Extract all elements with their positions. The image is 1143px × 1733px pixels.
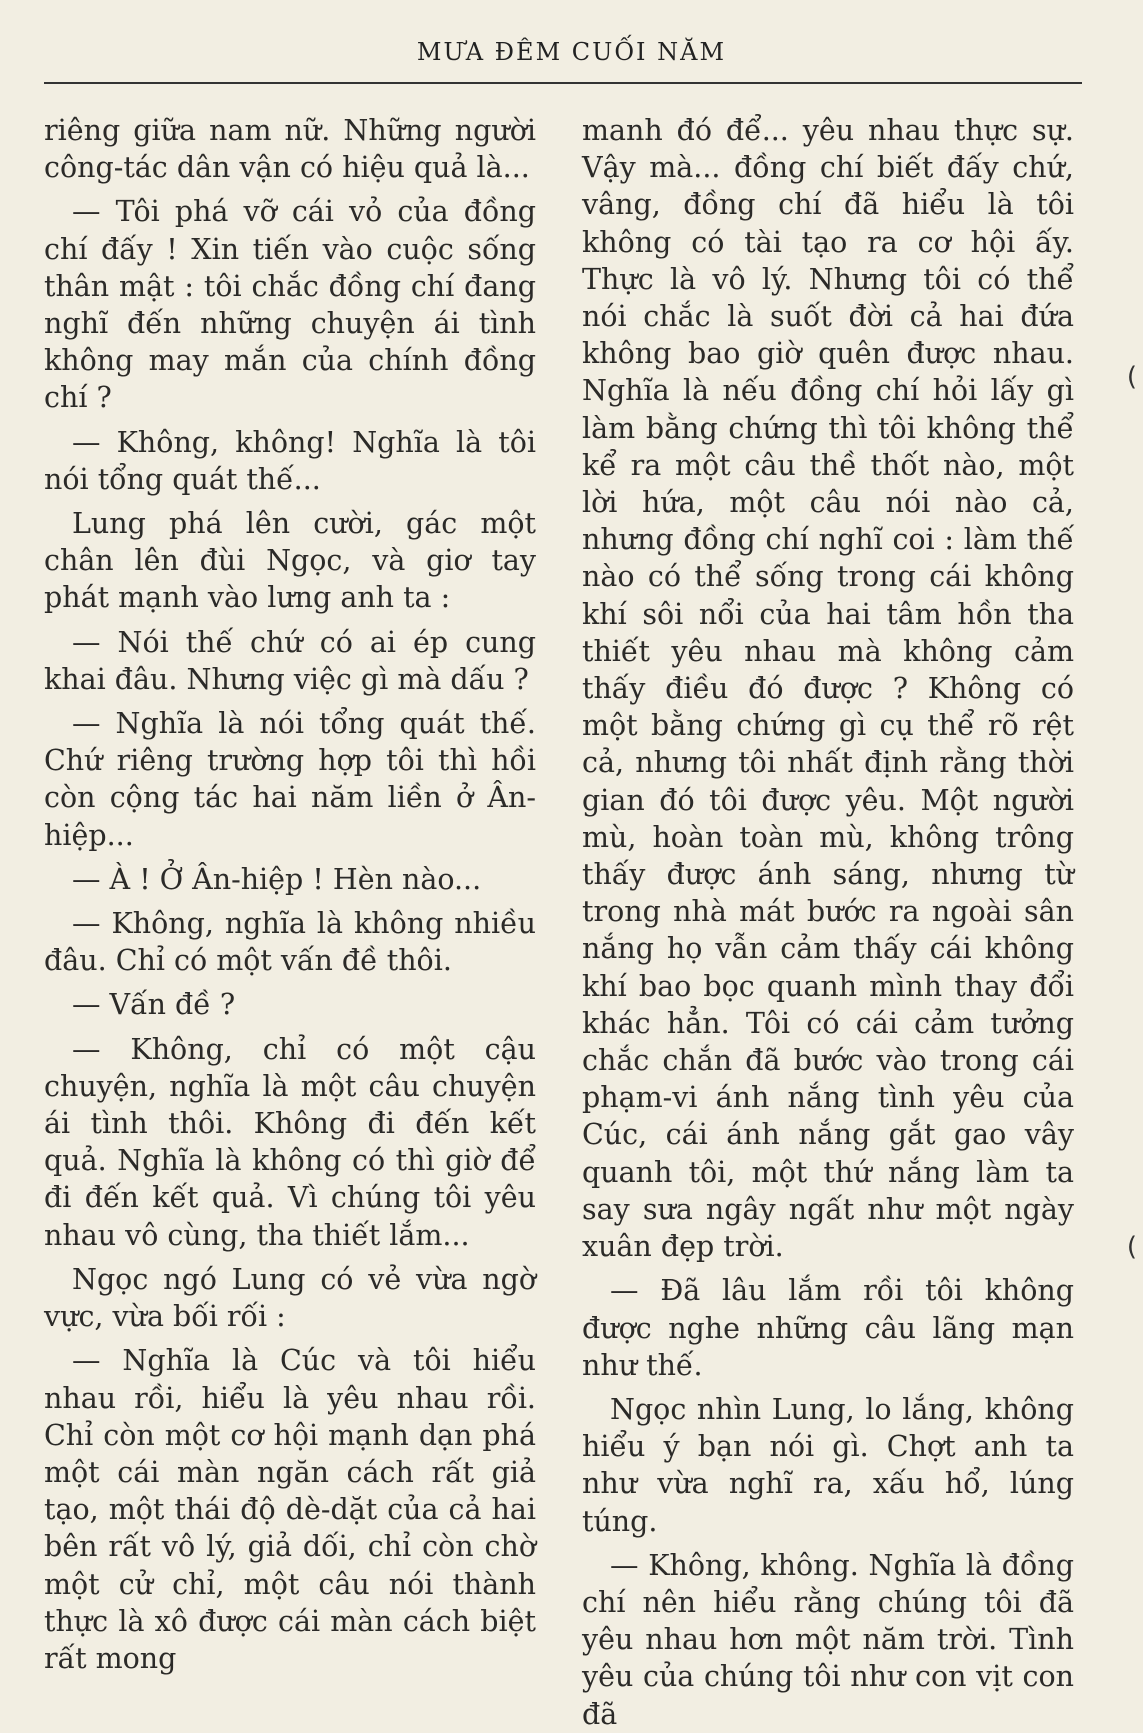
left-column <box>44 112 536 1677</box>
paragraph: — Nghĩa là nói tổng quát thế. Chứ riêng trường hợp tôi thì hồi còn cộng tác hai năm liền ở Ân-hiệp... <box>44 707 536 852</box>
paragraph: manh đó để... yêu nhau thực sự. Vậy mà... đồng chí biết đấy chứ, vâng, đồng chí đã hiểu là tôi không có tài tạo ra cơ hội ấy. Thực là vô lý. Nhưng tôi có thể nói chắc là suốt đời cả hai đứa không bao giờ quên được nhau. Nghĩa là nếu đồng chí hỏi lấy gì làm bằng chứng thì tôi không thể kể ra một câu thề thốt nào, một lời hứa, một câu nói nào cả, nhưng đồng chí nghĩ coi : làm thế nào có thể sống trong cái không khí sôi nổi của hai tâm hồn tha thiết yêu nhau mà không cảm thấy điều đó được ? Không có một bằng chứng gì cụ thể rõ rệt cả, nhưng tôi nhất định rằng thời gian đó tôi được yêu. Một người mù, hoàn toàn mù, không trông thấy được ánh sáng, nhưng từ trong nhà mát bước ra ngoài sân nắng họ vẫn cảm thấy cái không khí bao bọc quanh mình thay đổi khác hẳn. Tôi có cái cảm tưởng chắc chắn đã bước vào trong cái phạm-vi ánh nắng tình yêu của Cúc, cái ánh nắng gắt gao vây quanh tôi, một thứ nắng làm ta say sưa ngây ngất như một ngày xuân đẹp trời. <box>582 114 1074 1264</box>
paragraph: riêng giữa nam nữ. Những người công-tác dân vận có hiệu quả là... <box>44 114 536 185</box>
header-rule <box>44 82 1082 84</box>
paragraph: — Tôi phá vỡ cái vỏ của đồng chí đấy ! Xin tiến vào cuộc sống thân mật : tôi chắc đồng chí đang nghĩ đến những chuyện ái tình không may mắn của chính đồng chí ? <box>44 195 536 415</box>
paragraph: — Đã lâu lắm rồi tôi không được nghe những câu lãng mạn như thế. <box>582 1274 1074 1382</box>
paragraph: — Không, không. Nghĩa là đồng chí nên hiểu rằng chúng tôi đã yêu nhau hơn một năm trời. Tình yêu của chúng tôi như con vịt con đã <box>582 1548 1074 1731</box>
paragraph: Lung phá lên cười, gác một chân lên đùi Ngọc, và giơ tay phát mạnh vào lưng anh ta : <box>44 507 536 615</box>
paragraph: Ngọc ngó Lung có vẻ vừa ngờ vực, vừa bối rối : <box>44 1262 536 1334</box>
paragraph: — Nói thế chứ có ai ép cung khai đâu. Nhưng việc gì mà dấu ? <box>44 625 536 696</box>
right-column <box>582 112 1074 1733</box>
paragraph: — Không, chỉ có một cậu chuyện, nghĩa là một câu chuyện ái tình thôi. Không đi đến kết quả. Nghĩa là không có thì giờ để đi đến kết quả. Vì chúng tôi yêu nhau vô cùng, tha thiết lắm... <box>44 1032 536 1252</box>
paragraph: — À ! Ở Ân-hiệp ! Hèn nào... <box>72 862 482 896</box>
paragraph: — Nghĩa là Cúc và tôi hiểu nhau rồi, hiểu là yêu nhau rồi. Chỉ còn một cơ hội mạnh dạn phá một cái màn ngăn cách rất giả tạo, một thái độ dè-dặt của cả hai bên rất vô lý, giả dối, chỉ còn chờ một cử chỉ, một câu nói thành thực là xô được cái màn cách biệt rất mong <box>44 1344 536 1675</box>
running-header: MƯA ĐÊM CUỐI NĂM <box>416 38 727 66</box>
paragraph: — Vấn đề ? <box>72 988 236 1022</box>
paragraph: — Không, không! Nghĩa là tôi nói tổng quát thế... <box>44 425 536 496</box>
margin-mark-icon: ( <box>1126 362 1137 392</box>
margin-mark-icon: ( <box>1126 1232 1137 1262</box>
paragraph: Ngọc nhìn Lung, lo lắng, không hiểu ý bạn nói gì. Chợt anh ta như vừa nghĩ ra, xấu hổ, lúng túng. <box>582 1392 1074 1538</box>
paragraph: — Không, nghĩa là không nhiều đâu. Chỉ có một vấn đề thôi. <box>44 907 536 978</box>
